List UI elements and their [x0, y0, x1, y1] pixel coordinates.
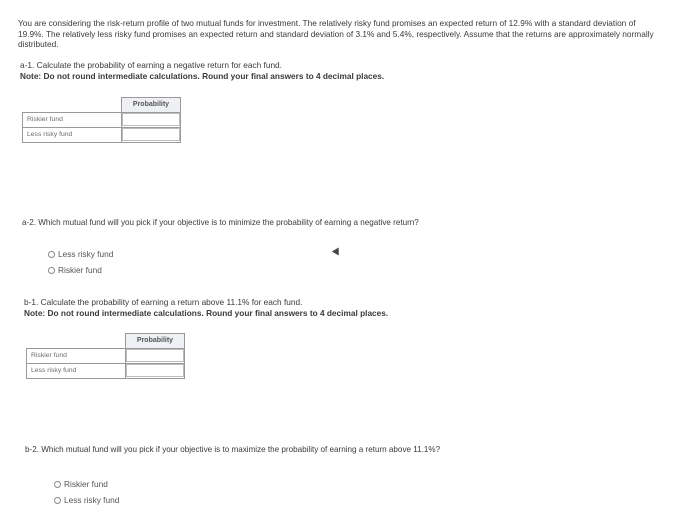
question-a1: [20, 60, 384, 81]
row-label-less-risky-fund: Less risky fund: [27, 363, 126, 378]
table-row: [27, 363, 185, 378]
table-row: [27, 348, 185, 363]
input-b1-riskier-fund[interactable]: [126, 349, 184, 362]
radio-circle-icon[interactable]: [48, 267, 55, 274]
question-b1-note: Note: Do not round intermediate calculations. Round your final answers to 4 decimal places.: [24, 307, 389, 318]
radio-circle-icon[interactable]: [48, 251, 55, 258]
radio-group-b2: [54, 476, 119, 508]
input-a1-less-risky-fund[interactable]: [122, 128, 180, 141]
input-b1-less-risky-fund[interactable]: [126, 364, 184, 377]
table-row: [23, 112, 181, 127]
intro-paragraph: You are considering the risk-return profile of two mutual funds for investment. The relatively risky fund promises an expected return of 12.9% with a standard deviation of 19.9%. The relatively less risky fund promises an expected return and standard deviation of 3.1% and 5.4%, respectively. Assume that the returns are approximately normally distributed.: [18, 18, 654, 49]
column-header-probability: Probability: [126, 334, 185, 349]
radio-label: Riskier fund: [58, 265, 102, 275]
column-header-probability: Probability: [122, 98, 181, 113]
row-label-riskier-fund: Riskier fund: [27, 348, 126, 363]
row-label-less-risky-fund: Less risky fund: [23, 127, 122, 142]
input-a1-riskier-fund[interactable]: [122, 113, 180, 126]
radio-option-riskier-fund[interactable]: [54, 476, 119, 492]
answer-table-b1: [26, 333, 185, 379]
table-row: [23, 127, 181, 142]
question-b2: b-2. Which mutual fund will you pick if your objective is to maximize the probability of earning a return above 11.1%?: [25, 445, 441, 454]
radio-option-less-risky-fund[interactable]: [48, 246, 113, 262]
radio-circle-icon[interactable]: [54, 497, 61, 504]
radio-label: Less risky fund: [58, 249, 114, 259]
radio-label: Riskier fund: [64, 479, 108, 489]
cell-riskier-fund: [122, 112, 181, 127]
question-b1: [24, 297, 388, 318]
answer-table-a1: [22, 97, 181, 143]
table-corner: [23, 98, 122, 113]
question-a1-note: Note: Do not round intermediate calculations. Round your final answers to 4 decimal places.: [20, 70, 385, 81]
cell-less-risky-fund: [126, 363, 185, 378]
radio-option-less-risky-fund[interactable]: [54, 492, 119, 508]
question-b1-text: b-1. Calculate the probability of earning a return above 11.1% for each fund.: [24, 297, 303, 307]
question-a1-text: a-1. Calculate the probability of earning a negative return for each fund.: [20, 60, 282, 70]
table-corner: [27, 334, 126, 349]
radio-circle-icon[interactable]: [54, 481, 61, 488]
radio-option-riskier-fund[interactable]: [48, 262, 113, 278]
row-label-riskier-fund: Riskier fund: [23, 112, 122, 127]
question-a2: a-2. Which mutual fund will you pick if your objective is to minimize the probability of earning a negative return?: [22, 218, 419, 227]
radio-group-a2: [48, 246, 113, 278]
cell-riskier-fund: [126, 348, 185, 363]
mouse-cursor-icon: [332, 247, 342, 257]
cell-less-risky-fund: [122, 127, 181, 142]
radio-label: Less risky fund: [64, 495, 120, 505]
